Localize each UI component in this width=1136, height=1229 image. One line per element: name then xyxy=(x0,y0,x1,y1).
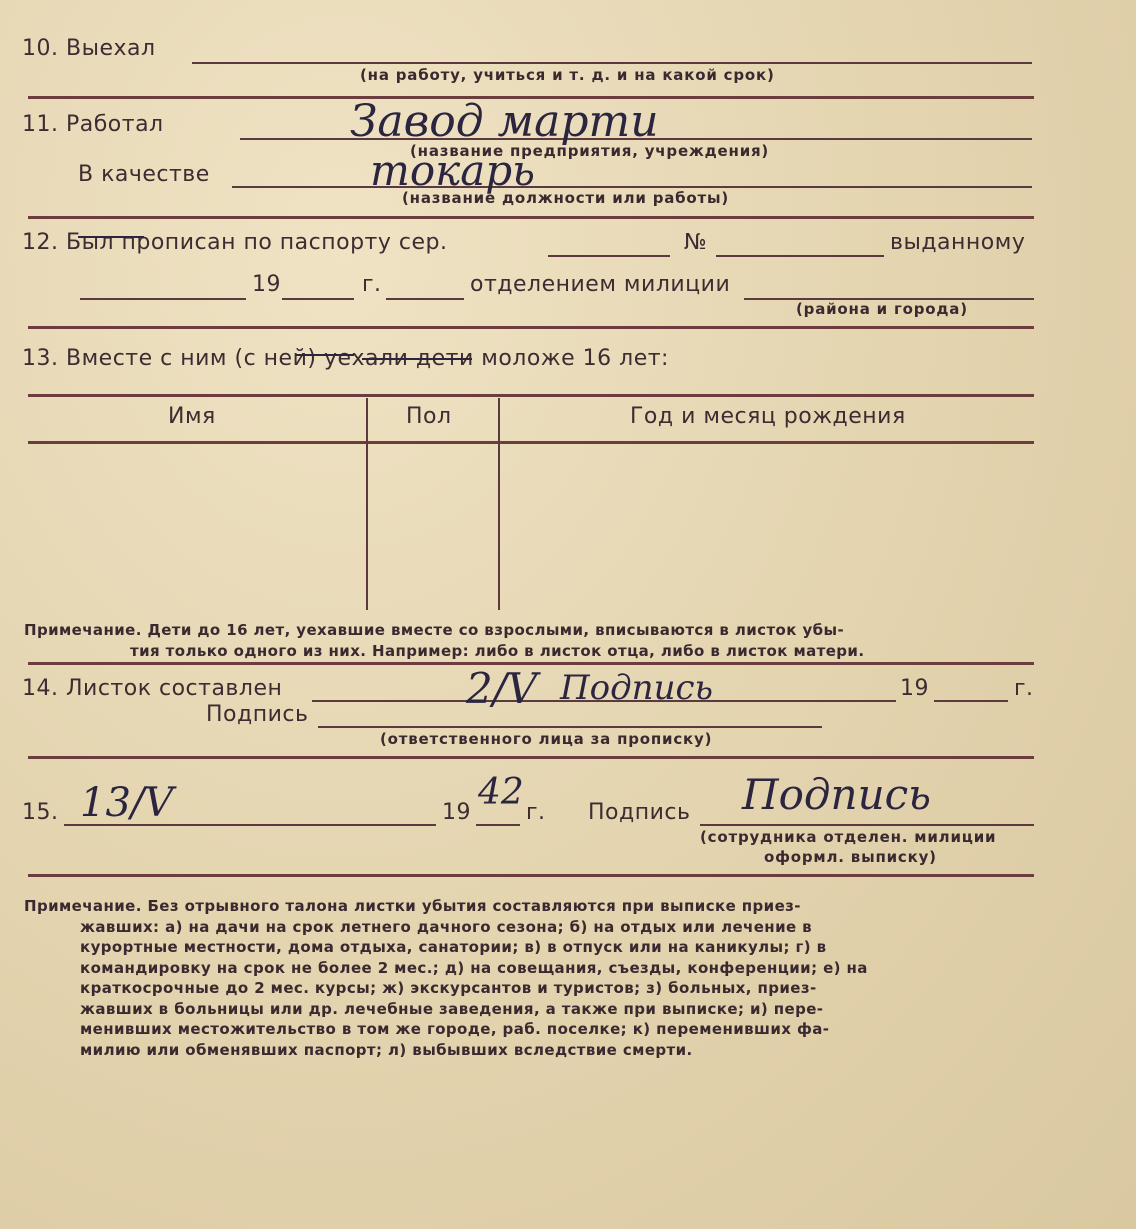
separator-14 xyxy=(28,756,1034,759)
note1-line2: тия только одного из них. Например: либо в листок отца, либо в листок матери. xyxy=(130,641,865,660)
note2 xyxy=(24,896,1034,1060)
item10-line xyxy=(192,62,1032,64)
item12-caption: (района и города) xyxy=(796,300,968,318)
note1-line1: Дети до 16 лет, уехавшие вместе со взрослыми, вписываются в листок убы- xyxy=(147,621,845,639)
note2-line-4: краткосрочные до 2 мес. курсы; ж) экскурсантов и туристов; з) больных, приез- xyxy=(80,979,817,997)
item14-year-prefix: 19 xyxy=(900,676,929,701)
handwritten-signature14: Подпись xyxy=(560,668,714,708)
item13-label: 13. Вместе с ним (с ней) уехали дети моложе 16 лет: xyxy=(22,346,669,371)
item11-position-line xyxy=(232,186,1032,188)
item15-label: 15. xyxy=(22,800,59,825)
item12-year-suffix: г. xyxy=(362,272,382,297)
separator-15 xyxy=(28,874,1034,877)
handwritten-year15: 42 xyxy=(478,772,524,813)
col-header-name: Имя xyxy=(168,404,216,429)
series-line xyxy=(548,255,670,257)
table-top-rule xyxy=(28,394,1034,397)
item14-signature-line xyxy=(318,726,822,728)
date-line xyxy=(80,298,246,300)
item12-dept: отделением милиции xyxy=(470,272,731,297)
handwritten-date15: 13/V xyxy=(80,780,174,826)
note2-line-5: жавших в больницы или др. лечебные заведения, а также при выписке; и) пере- xyxy=(80,999,824,1018)
note2-line-6: менивших местожительство в том же городе, раб. поселке; к) переменивших фа- xyxy=(80,1020,830,1038)
table-col-divider-1 xyxy=(366,398,368,610)
year-after-line xyxy=(386,298,464,300)
item11-position-label: В качестве xyxy=(78,162,210,187)
separator-11 xyxy=(28,216,1034,219)
item15-caption2: оформл. выписку) xyxy=(764,848,937,866)
item14-year-suffix: г. xyxy=(1014,676,1034,701)
note1-heading: Примечание. xyxy=(24,621,142,639)
item14-caption: (ответственного лица за прописку) xyxy=(380,730,713,748)
strike-byl xyxy=(78,236,144,238)
item12-label: 12. Был прописан по паспорту сер. xyxy=(22,230,448,255)
handwritten-date14: 2/V xyxy=(466,664,538,713)
note2-line-2: курортные местности, дома отдыха, санатории; в) в отпуск или на каникулы; г) в xyxy=(80,938,827,956)
table-col-divider-2 xyxy=(498,398,500,610)
item15-year-suffix: г. xyxy=(526,800,546,825)
note2-line-3: командировку на срок не более 2 мес.; д) на совещания, съезды, конференции; е) на xyxy=(80,958,868,977)
separator-12 xyxy=(28,326,1034,329)
table-header-rule xyxy=(28,441,1034,444)
strike-uekhali xyxy=(362,358,472,360)
item15-caption1: (сотрудника отделен. милиции xyxy=(700,828,997,846)
col-header-birth: Год и месяц рождения xyxy=(630,404,906,429)
item10-label: 10. Выехал xyxy=(22,36,156,61)
item15-year-line xyxy=(476,824,520,826)
year-line xyxy=(282,298,354,300)
item11-caption1: (название предприятия, учреждения) xyxy=(410,142,770,160)
handwritten-signature15: Подпись xyxy=(742,770,932,819)
item11-label: 11. Работал xyxy=(22,112,164,137)
strike-nim xyxy=(296,354,354,356)
item11-caption2: (название должности или работы) xyxy=(402,189,730,207)
item15-signature-line xyxy=(700,824,1034,826)
item12-number-sign: № xyxy=(684,230,708,255)
item10-caption: (на работу, учиться и т. д. и на какой срок) xyxy=(360,66,775,84)
note2-line-0: Без отрывного талона листки убытия составляются при выписке приез- xyxy=(147,897,801,915)
note1 xyxy=(24,620,1036,661)
item14-year-line xyxy=(934,700,1008,702)
item12-issued: выданному xyxy=(890,230,1026,255)
note2-line-7: милию или обменявших паспорт; л) выбывших вследствие смерти. xyxy=(80,1040,693,1059)
note2-line-1: жавших: а) на дачи на срок летнего дачного сезона; б) на отдых или лечение в xyxy=(80,917,813,936)
note2-heading: Примечание. xyxy=(24,897,142,915)
handwritten-workplace: Завод марти xyxy=(350,96,659,147)
handwritten-position: токарь xyxy=(370,146,535,195)
item12-year-prefix: 19 xyxy=(252,272,281,297)
number-line xyxy=(716,255,884,257)
item14-signature-label: Подпись xyxy=(206,702,309,727)
item14-label: 14. Листок составлен xyxy=(22,676,283,701)
col-header-sex: Пол xyxy=(406,404,452,429)
item15-year-prefix: 19 xyxy=(442,800,471,825)
item15-signature-label: Подпись xyxy=(588,800,691,825)
